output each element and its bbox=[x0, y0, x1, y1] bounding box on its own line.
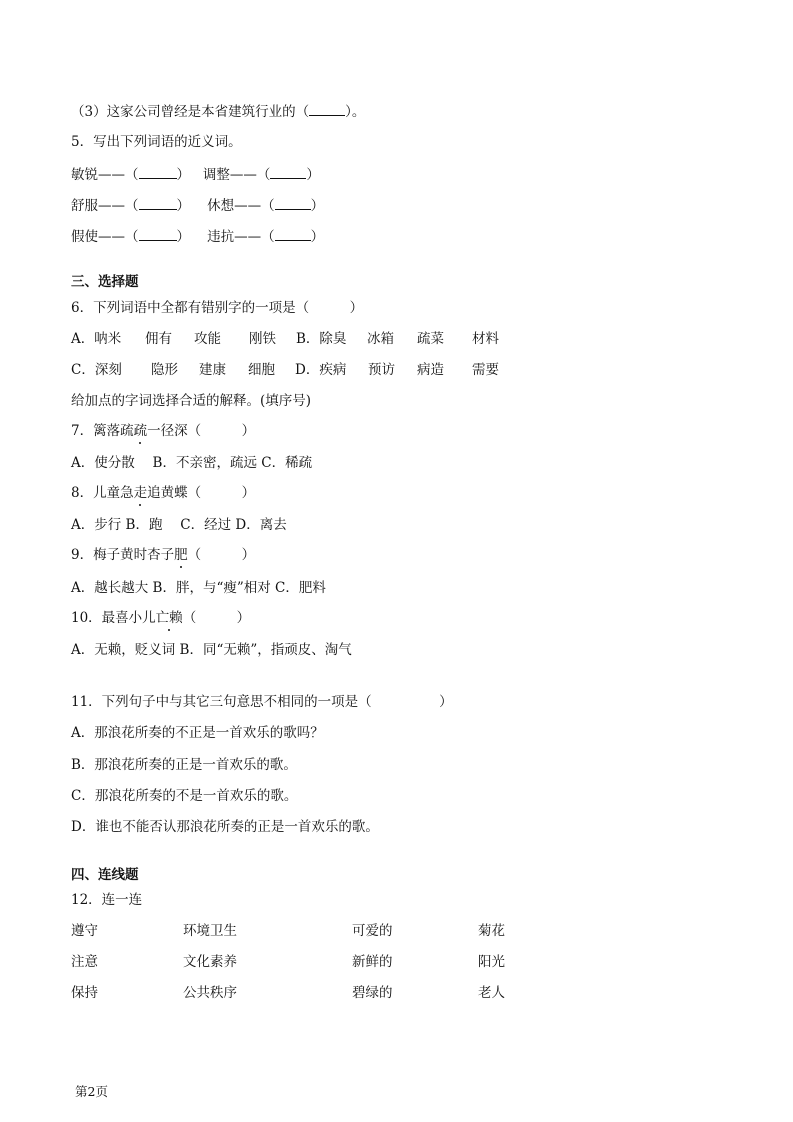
matching-item[interactable]: 阳光 bbox=[478, 954, 505, 970]
q6-option-word: 预访 bbox=[368, 362, 395, 378]
q5-row-2 bbox=[71, 195, 324, 215]
q4-item-3 bbox=[71, 101, 365, 121]
q5-row-3 bbox=[71, 226, 324, 246]
matching-item[interactable]: 遵守 bbox=[71, 923, 98, 939]
answer-blank[interactable] bbox=[139, 164, 177, 179]
q5-paren: ） bbox=[310, 229, 325, 245]
section-title-matching: 四、连线题 bbox=[71, 867, 139, 883]
q6-option-word: C．深刻 bbox=[71, 362, 122, 378]
q6-option-word: B．除臭 bbox=[296, 331, 347, 347]
matching-item[interactable]: 保持 bbox=[71, 985, 98, 1001]
q11-stem: 11．下列句子中与其它三句意思不相同的一项是（ ） bbox=[71, 694, 453, 710]
answer-blank[interactable] bbox=[139, 195, 177, 210]
q5-row-1 bbox=[71, 164, 320, 184]
q6-options-row-1 bbox=[71, 330, 771, 348]
matching-item[interactable]: 碧绿的 bbox=[352, 985, 393, 1001]
q6-option-word: A．呐米 bbox=[71, 331, 122, 347]
q9-stem bbox=[71, 546, 255, 564]
matching-row bbox=[71, 953, 771, 971]
matching-item[interactable]: 菊花 bbox=[478, 923, 505, 939]
matching-item[interactable]: 文化素养 bbox=[183, 954, 237, 970]
q11-option-c: C．那浪花所奏的不是一首欢乐的歌。 bbox=[71, 788, 298, 804]
matching-item[interactable]: 老人 bbox=[478, 985, 505, 1001]
q5-word: 假使——（ bbox=[71, 229, 139, 245]
q6-option-word: 需要 bbox=[472, 362, 499, 378]
q9-stem-text: （ ） bbox=[187, 547, 256, 563]
dotted-char: 走 bbox=[133, 485, 148, 501]
instruction: 给加点的字词选择合适的解释。(填序号) bbox=[71, 393, 312, 409]
matching-item[interactable]: 注意 bbox=[71, 954, 98, 970]
q4-3-text-pre: （3）这家公司曾经是本省建筑行业的（ bbox=[71, 104, 310, 120]
answer-blank[interactable] bbox=[309, 101, 345, 116]
q11-option-d: D．谁也不能否认那浪花所奏的正是一首欢乐的歌。 bbox=[71, 819, 379, 835]
q6-option-word: 建康 bbox=[199, 362, 226, 378]
q6-option-word: 佣有 bbox=[145, 331, 172, 347]
q5-paren: ） bbox=[306, 167, 320, 183]
q10-stem-text: （ ） bbox=[182, 610, 251, 626]
matching-item[interactable]: 可爱的 bbox=[352, 923, 393, 939]
dotted-char: 肥 bbox=[174, 547, 188, 563]
q5-word: 舒服——（ bbox=[71, 198, 139, 214]
answer-blank[interactable] bbox=[275, 195, 311, 210]
q6-option-word: 隐形 bbox=[151, 362, 178, 378]
q6-option-word: 攻能 bbox=[194, 331, 221, 347]
q8-stem bbox=[71, 484, 255, 502]
q6-option-word: 冰箱 bbox=[367, 331, 394, 347]
q6-option-word: 刚铁 bbox=[249, 331, 276, 347]
q5-title: 5．写出下列词语的近义词。 bbox=[71, 134, 242, 150]
section-title-choice: 三、选择题 bbox=[71, 274, 139, 290]
q7-stem-text: 7．篱落疏 bbox=[71, 423, 134, 439]
q6-stem: 6．下列词语中全都有错别字的一项是（ ） bbox=[71, 300, 364, 316]
answer-blank[interactable] bbox=[275, 226, 311, 241]
q5-word: 休想——（ bbox=[207, 198, 275, 214]
answer-blank[interactable] bbox=[139, 226, 177, 241]
q5-word: 敏锐——（ bbox=[71, 167, 139, 183]
q6-option-word: 材料 bbox=[472, 331, 499, 347]
answer-blank[interactable] bbox=[270, 164, 306, 179]
matching-item[interactable]: 公共秩序 bbox=[183, 985, 237, 1001]
dotted-char: 亡赖 bbox=[155, 610, 183, 626]
q6-options-row-2 bbox=[71, 361, 771, 379]
q5-paren: ） bbox=[310, 198, 325, 214]
q5-word: 调整——（ bbox=[202, 167, 271, 183]
q10-stem-text: 10．最喜小儿 bbox=[71, 610, 156, 626]
q5-word: 违抗——（ bbox=[207, 229, 275, 245]
matching-row bbox=[71, 984, 771, 1002]
q11-option-b: B．那浪花所奏的正是一首欢乐的歌。 bbox=[71, 757, 297, 773]
q5-paren: ） bbox=[176, 167, 190, 183]
q7-stem-text: 一径深（ ） bbox=[147, 423, 256, 439]
matching-item[interactable]: 环境卫生 bbox=[183, 923, 237, 939]
matching-row bbox=[71, 922, 771, 940]
q7-options: A．使分散 B．不亲密，疏远 C．稀疏 bbox=[71, 455, 313, 471]
q5-paren: ） bbox=[176, 198, 190, 214]
q6-option-word: 病造 bbox=[417, 362, 444, 378]
q6-option-word: 细胞 bbox=[248, 362, 275, 378]
q12-stem: 12．连一连 bbox=[71, 892, 143, 908]
q9-stem-text: 9．梅子黄时杏子 bbox=[71, 547, 175, 563]
dotted-char: 疏 bbox=[133, 423, 148, 439]
q8-stem-text: 8．儿童急 bbox=[71, 485, 134, 501]
matching-item[interactable]: 新鲜的 bbox=[352, 954, 393, 970]
q6-option-word: D．疾病 bbox=[295, 362, 347, 378]
q10-options: A．无赖，贬义词 B．同“无赖”，指顽皮、淘气 bbox=[71, 642, 352, 658]
q6-option-word: 疏菜 bbox=[417, 331, 444, 347]
q8-stem-text: 追黄蝶（ ） bbox=[147, 485, 256, 501]
q11-option-a: A．那浪花所奏的不正是一首欢乐的歌吗？ bbox=[71, 725, 324, 741]
q8-options: A．步行 B．跑 C．经过 D．离去 bbox=[71, 517, 287, 533]
q4-3-text-post: ）。 bbox=[345, 104, 366, 120]
q7-stem bbox=[71, 422, 255, 440]
q9-options: A．越长越大 B．胖，与“瘦”相对 C．肥料 bbox=[71, 580, 326, 596]
q5-paren: ） bbox=[176, 229, 190, 245]
q10-stem bbox=[71, 609, 250, 627]
page-number: 第2页 bbox=[75, 1084, 108, 1099]
